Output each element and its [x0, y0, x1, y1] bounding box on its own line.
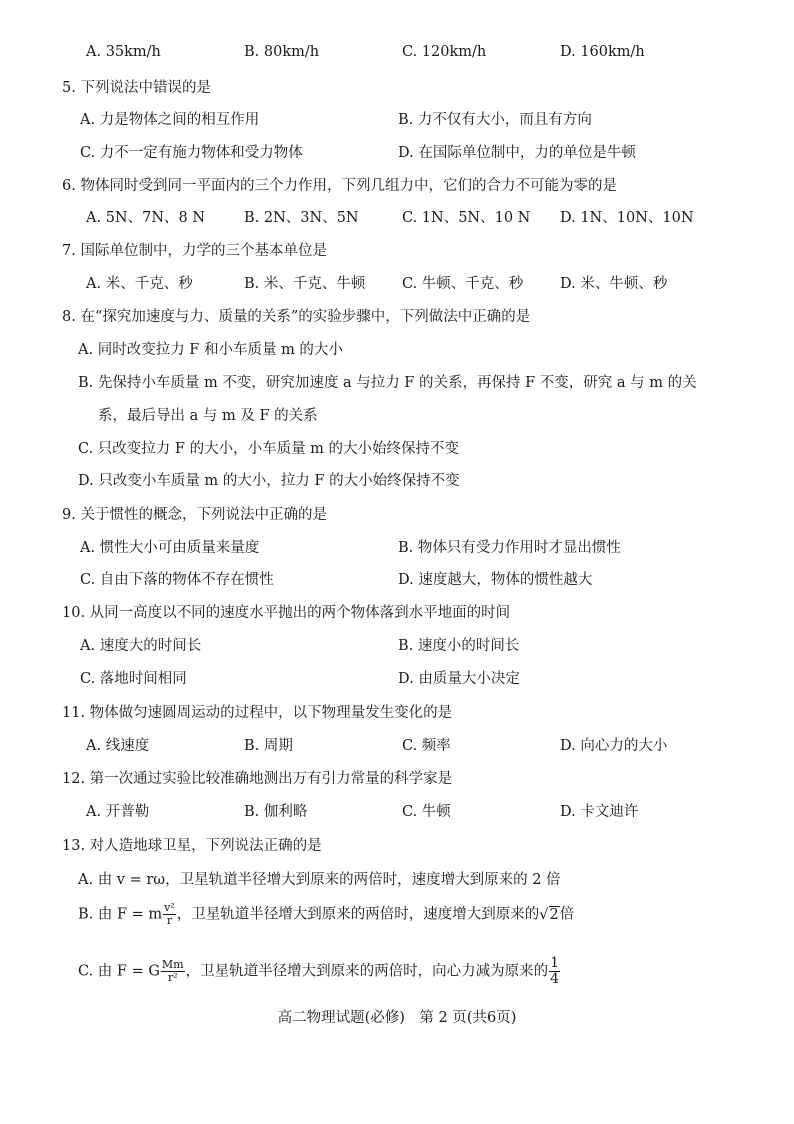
q8-option-a: A. 同时改变拉力 F 和小车质量 m 的大小	[78, 342, 343, 358]
q11-option-c: C. 频率	[402, 738, 451, 754]
q7-option-d: D. 米、牛顿、秒	[560, 276, 668, 292]
q6-option-c: C. 1N、5N、10 N	[402, 210, 531, 226]
q13-c-quarter-numerator: 1	[550, 955, 560, 971]
q5-option-a: A. 力是物体之间的相互作用	[80, 112, 260, 128]
q13-b-sqrt-sign: √	[539, 906, 549, 923]
q13-b-denominator: r	[166, 914, 173, 927]
q9-stem: 9. 关于惯性的概念，下列说法中正确的是	[62, 507, 327, 523]
q13-c-prefix: C. 由 F = G	[78, 963, 160, 980]
q13-option-b	[78, 902, 574, 927]
q11-stem: 11. 物体做匀速圆周运动的过程中，以下物理量发生变化的是	[62, 705, 453, 721]
q5-option-d: D. 在国际单位制中，力的单位是牛顿	[398, 145, 636, 161]
q10-option-b: B. 速度小的时间长	[398, 638, 520, 654]
q11-option-b: B. 周期	[244, 738, 293, 754]
q10-option-c: C. 落地时间相同	[80, 671, 187, 687]
q13-b-numerator: v²	[164, 901, 175, 914]
q7-option-b: B. 米、千克、牛顿	[244, 276, 366, 292]
q8-option-b-line1: B. 先保持小车质量 m 不变，研究加速度 a 与拉力 F 的关系，再保持 F 不变，研究 a 与 m 的关	[78, 375, 697, 391]
q13-b-radicand: 2	[549, 906, 559, 923]
q10-option-a: A. 速度大的时间长	[80, 638, 202, 654]
q13-c-denominator: r²	[167, 971, 178, 984]
q13-c-quarter-denominator: 4	[550, 971, 560, 987]
q9-option-d: D. 速度越大，物体的惯性越大	[398, 572, 593, 588]
q4-option-c: C. 120km/h	[402, 44, 487, 60]
q9-option-a: A. 惯性大小可由质量来量度	[80, 540, 260, 556]
q6-option-a: A. 5N、7N、8 N	[86, 210, 206, 226]
q13-b-fraction	[163, 902, 176, 927]
q13-c-fraction	[161, 959, 185, 984]
q9-option-b: B. 物体只有受力作用时才显出惯性	[398, 540, 621, 556]
q10-option-d: D. 由质量大小决定	[398, 671, 520, 687]
q7-option-a: A. 米、千克、秒	[86, 276, 193, 292]
q5-option-c: C. 力不一定有施力物体和受力物体	[80, 145, 303, 161]
q4-option-b: B. 80km/h	[244, 44, 320, 60]
q13-c-text: ，卫星轨道半径增大到原来的两倍时，向心力减为原来的	[185, 963, 549, 980]
q8-option-d: D. 只改变小车质量 m 的大小，拉力 F 的大小始终保持不变	[78, 473, 460, 489]
q10-stem: 10. 从同一高度以不同的速度水平抛出的两个物体落到水平地面的时间	[62, 605, 511, 621]
q12-stem: 12. 第一次通过实验比较准确地测出万有引力常量的科学家是	[62, 771, 453, 787]
q12-option-a: A. 开普勒	[86, 804, 150, 820]
q4-option-d: D. 160km/h	[560, 44, 645, 60]
q7-stem: 7. 国际单位制中，力学的三个基本单位是	[62, 243, 327, 259]
q9-option-c: C. 自由下落的物体不存在惯性	[80, 572, 274, 588]
q12-option-b: B. 伽利略	[244, 804, 308, 820]
q13-stem: 13. 对人造地球卫星，下列说法正确的是	[62, 838, 322, 854]
q13-option-c	[78, 956, 561, 987]
page-footer: 高二物理试题(必修) 第 2 页(共6页)	[277, 1010, 517, 1026]
q8-stem: 8. 在“探究加速度与力、质量的关系”的实验步骤中，下列做法中正确的是	[62, 309, 531, 325]
q4-option-a: A. 35km/h	[86, 44, 161, 60]
q6-option-b: B. 2N、3N、5N	[244, 210, 359, 226]
q8-option-c: C. 只改变拉力 F 的大小，小车质量 m 的大小始终保持不变	[78, 441, 460, 457]
q13-b-tail: 倍	[559, 906, 575, 923]
q13-b-text: ，卫星轨道半径增大到原来的两倍时，速度增大到原来的	[176, 906, 540, 923]
q13-b-prefix: B. 由 F = m	[78, 906, 163, 923]
q6-option-d: D. 1N、10N、10N	[560, 210, 694, 226]
q11-option-a: A. 线速度	[86, 738, 150, 754]
q12-option-d: D. 卡文迪许	[560, 804, 639, 820]
q11-option-d: D. 向心力的大小	[560, 738, 668, 754]
q12-option-c: C. 牛顿	[402, 804, 451, 820]
q8-option-b-line2: 系，最后导出 a 与 m 及 F 的关系	[98, 408, 318, 424]
q13-option-a: A. 由 v = rω，卫星轨道半径增大到原来的两倍时，速度增大到原来的 2 倍	[78, 872, 561, 888]
q7-option-c: C. 牛顿、千克、秒	[402, 276, 524, 292]
q13-c-quarter-fraction	[549, 956, 560, 987]
q6-stem: 6. 物体同时受到同一平面内的三个力作用，下列几组力中，它们的合力不可能为零的是	[62, 178, 617, 194]
q13-b-sqrt	[539, 907, 559, 923]
q5-option-b: B. 力不仅有大小，而且有方向	[398, 112, 592, 128]
q13-c-numerator: Mm	[161, 958, 184, 971]
q5-stem: 5. 下列说法中错误的是	[62, 80, 211, 96]
